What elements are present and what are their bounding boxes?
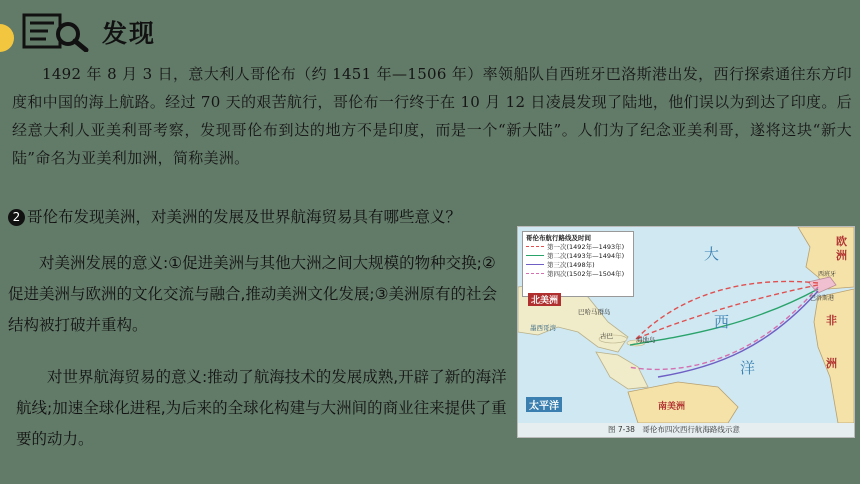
accent-dot [0, 24, 14, 52]
voyage-map [517, 226, 855, 438]
label-europe-1: 欧 [836, 235, 847, 248]
question-text: 哥伦布发现美洲，对美洲的发展及世界航海贸易具有哪些意义？ [27, 208, 462, 226]
label-palos: 巴洛斯港 [810, 295, 835, 302]
legend-title: 哥伦布航行路线及时间 [526, 234, 591, 242]
page-title: 发现 [102, 19, 157, 48]
answer-trade: 对世界航海贸易的意义:推动了航海技术的发展成熟,开辟了新的海洋航线;加速全球化进程,为后来的全球化构建与大洲间的商业往来提供了重要的动力。 [16, 368, 507, 448]
label-bahamas: 巴哈马群岛 [578, 308, 611, 316]
label-north-america: 北美洲 [528, 293, 561, 306]
label-cuba: 古巴 [600, 332, 613, 340]
legend-item: 第一次(1492年—1493年) [526, 243, 630, 252]
label-africa-1: 非 [826, 314, 837, 327]
label-hispaniola: 海地岛 [636, 336, 656, 344]
label-pacific: 太平洋 [526, 397, 562, 412]
label-south-america: 南美洲 [658, 402, 686, 412]
label-spain: 西班牙 [818, 271, 837, 278]
intro-paragraph: 1492 年 8 月 3 日，意大利人哥伦布（约 1451 年—1506 年）率领船队自西班牙巴洛斯港出发，西行探索通往东方印度和中国的海上航路。经过 70 天的艰苦航行，哥伦布一行终于在 10 月 12 日凌晨发现了陆地，他们误以为到达了印度。后经意大利人亚美利哥考察，发现哥伦布到达的地方不是印度，而是一个“新大陆”。人们为了纪念亚美利哥，遂将这块“新大陆”命名为亚美利加洲，简称美洲。 [12, 65, 852, 167]
legend-item: 第三次(1498年) [526, 261, 630, 270]
document-search-icon [22, 12, 92, 52]
label-mexico-gulf: 墨西哥湾 [530, 324, 556, 332]
label-atlantic-2: 西 [714, 313, 730, 331]
label-atlantic-1: 大 [704, 245, 720, 263]
answer-americas: 对美洲发展的意义:①促进美洲与其他大洲之间大规模的物种交换;②促进美洲与欧洲的文化交流与融合,推动美洲文化发展;③美洲原有的社会结构被打破并重构。 [8, 254, 498, 334]
question [8, 205, 461, 227]
legend-item: 第二次(1493年—1494年) [526, 252, 630, 261]
question-number: 2 [8, 209, 25, 226]
label-africa-2: 洲 [826, 357, 837, 370]
map-caption: 图 7-38 哥伦布四次西行航海路线示意 [608, 425, 740, 434]
label-atlantic-3: 洋 [740, 359, 756, 377]
legend-item: 第四次(1502年—1504年) [526, 270, 630, 279]
map-legend [522, 231, 634, 297]
label-europe-2: 洲 [836, 249, 847, 262]
